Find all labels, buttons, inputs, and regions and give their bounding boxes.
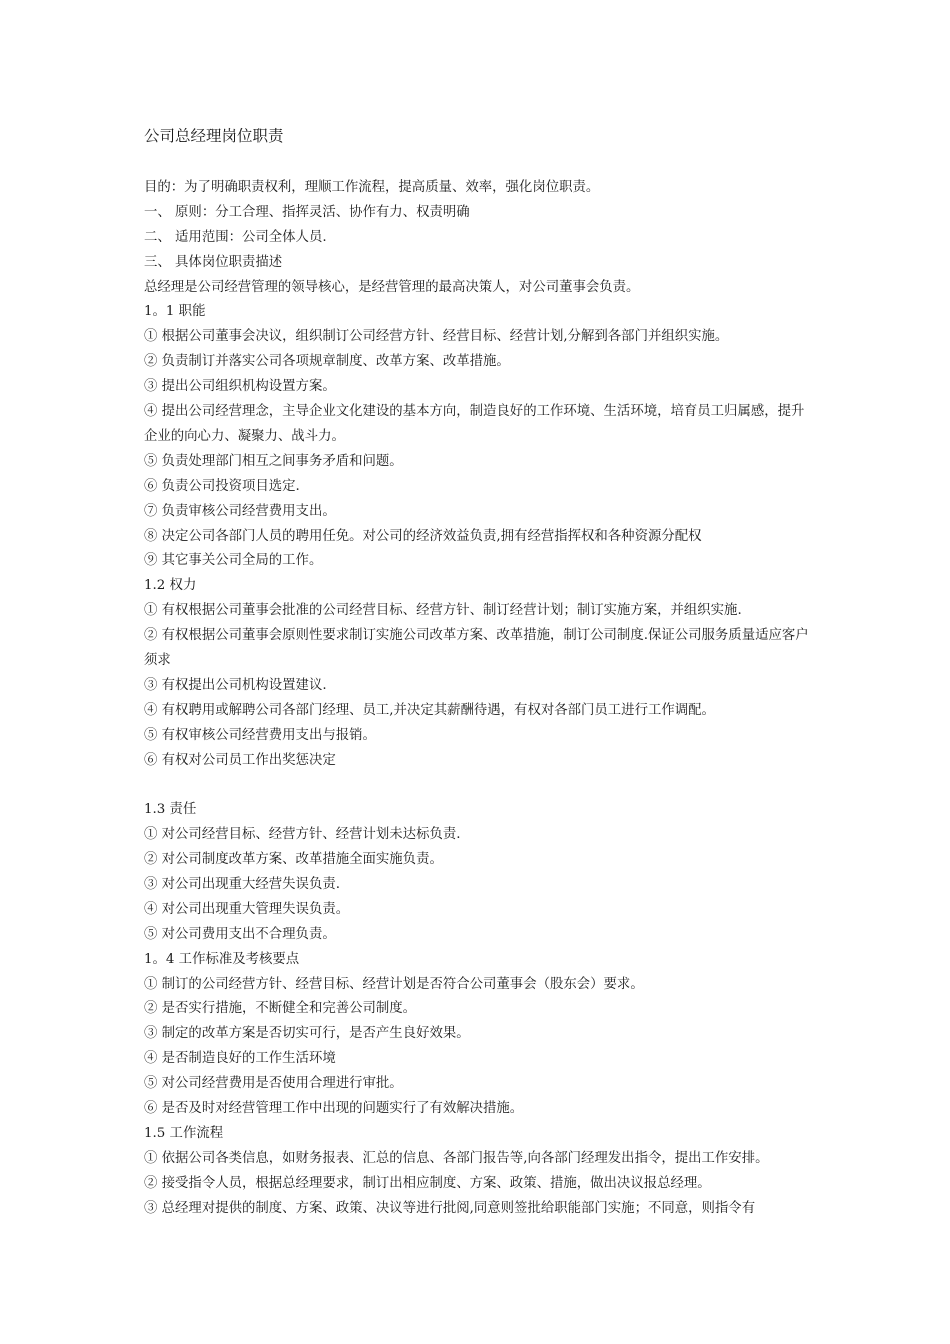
text-line: ⑨ 其它事关公司全局的工作。 — [144, 553, 323, 569]
text-line: ⑤ 对公司经营费用是否使用合理进行审批。 — [144, 1076, 403, 1092]
text-line: ② 是否实行措施，不断健全和完善公司制度。 — [144, 1001, 417, 1017]
text-line: ⑥ 负责公司投资项目选定. — [144, 478, 300, 494]
text-line: ② 负责制订并落实公司各项规章制度、改革方案、改革措施。 — [144, 354, 510, 370]
text-line: ① 有权根据公司董事会批准的公司经营目标、经营方针、制订经营计划；制订实施方案，并组织实施. — [144, 603, 742, 619]
text-line: ② 对公司制度改革方案、改革措施全面实施负责。 — [144, 852, 443, 868]
text-line: 目的：为了明确职责权利，理顺工作流程，提高质量、效率，强化岗位职责。 — [144, 180, 600, 195]
text-line: 一、 原则：分工合理、指挥灵活、协作有力、权责明确 — [144, 204, 470, 220]
text-line: ⑤ 负责处理部门相互之间事务矛盾和问题。 — [144, 453, 403, 469]
text-line: 1.3 责任 — [144, 802, 197, 818]
text-line: 二、 适用范围：公司全体人员. — [144, 229, 327, 245]
text-line: ① 根据公司董事会决议，组织制订公司经营方针、经营目标、经营计划,分解到各部门并组织实施。 — [144, 329, 729, 345]
text-line: ⑥ 有权对公司员工作出奖惩决定 — [144, 752, 336, 768]
text-line: ② 接受指令人员，根据总经理要求，制订出相应制度、方案、政策、措施，做出决议报总经理。 — [144, 1175, 711, 1191]
text-line: ③ 提出公司组织机构设置方案。 — [144, 379, 336, 395]
text-line: ⑤ 对公司费用支出不合理负责。 — [144, 926, 336, 942]
text-line: 1。4 工作标准及考核要点 — [144, 951, 300, 967]
text-line: ④ 有权聘用或解聘公司各部门经理、员工,并决定其薪酬待遇，有权对各部门员工进行工作调配。 — [144, 702, 715, 718]
text-line: 1。1 职能 — [144, 304, 206, 320]
text-line: 1.5 工作流程 — [144, 1125, 224, 1141]
text-line: ③ 制定的改革方案是否切实可行，是否产生良好效果。 — [144, 1026, 470, 1042]
text-line: 总经理是公司经营管理的领导核心，是经营管理的最高决策人，对公司董事会负责。 — [144, 279, 640, 295]
text-line: ① 制订的公司经营方针、经营目标、经营计划是否符合公司董事会（股东会）要求。 — [144, 976, 644, 992]
text-line: ⑤ 有权审核公司经营费用支出与报销。 — [144, 727, 376, 743]
document-title: 公司总经理岗位职责 — [144, 127, 284, 145]
text-line: ③ 有权提出公司机构设置建议. — [144, 677, 327, 693]
text-line: ① 对公司经营目标、经营方针、经营计划未达标负责. — [144, 827, 461, 843]
text-line: ④ 对公司出现重大管理失误负责。 — [144, 901, 350, 917]
text-line: ④ 提出公司经营理念，主导企业文化建设的基本方向，制造良好的工作环境、生活环境，培育员工归属感，提升企业的向心力、凝聚力、战斗力。 — [144, 404, 805, 444]
text-line: ④ 是否制造良好的工作生活环境 — [144, 1051, 336, 1067]
text-line: 三、 具体岗位职责描述 — [144, 254, 283, 270]
text-line: ③ 对公司出现重大经营失误负责. — [144, 877, 340, 892]
text-line: 1.2 权力 — [144, 578, 197, 594]
document-text — [144, 176, 814, 1221]
text-line: ① 依据公司各类信息，如财务报表、汇总的信息、各部门报告等,向各部门经理发出指令，提出工作安排。 — [144, 1150, 769, 1166]
text-line: ⑥ 是否及时对经营管理工作中出现的问题实行了有效解决措施。 — [144, 1101, 524, 1117]
text-line: ⑧ 决定公司各部门人员的聘用任免。对公司的经济效益负责,拥有经营指挥权和各种资源分配权 — [144, 528, 702, 544]
text-line: ② 有权根据公司董事会原则性要求制订实施公司改革方案、改革措施，制订公司制度.保证公司服务质量适应客户须求 — [144, 628, 809, 668]
blank-line — [144, 773, 814, 798]
text-line: ⑦ 负责审核公司经营费用支出。 — [144, 503, 336, 519]
text-line: ③ 总经理对提供的制度、方案、政策、决议等进行批阅,同意则签批给职能部门实施；不同意，则指令有 — [144, 1200, 756, 1216]
